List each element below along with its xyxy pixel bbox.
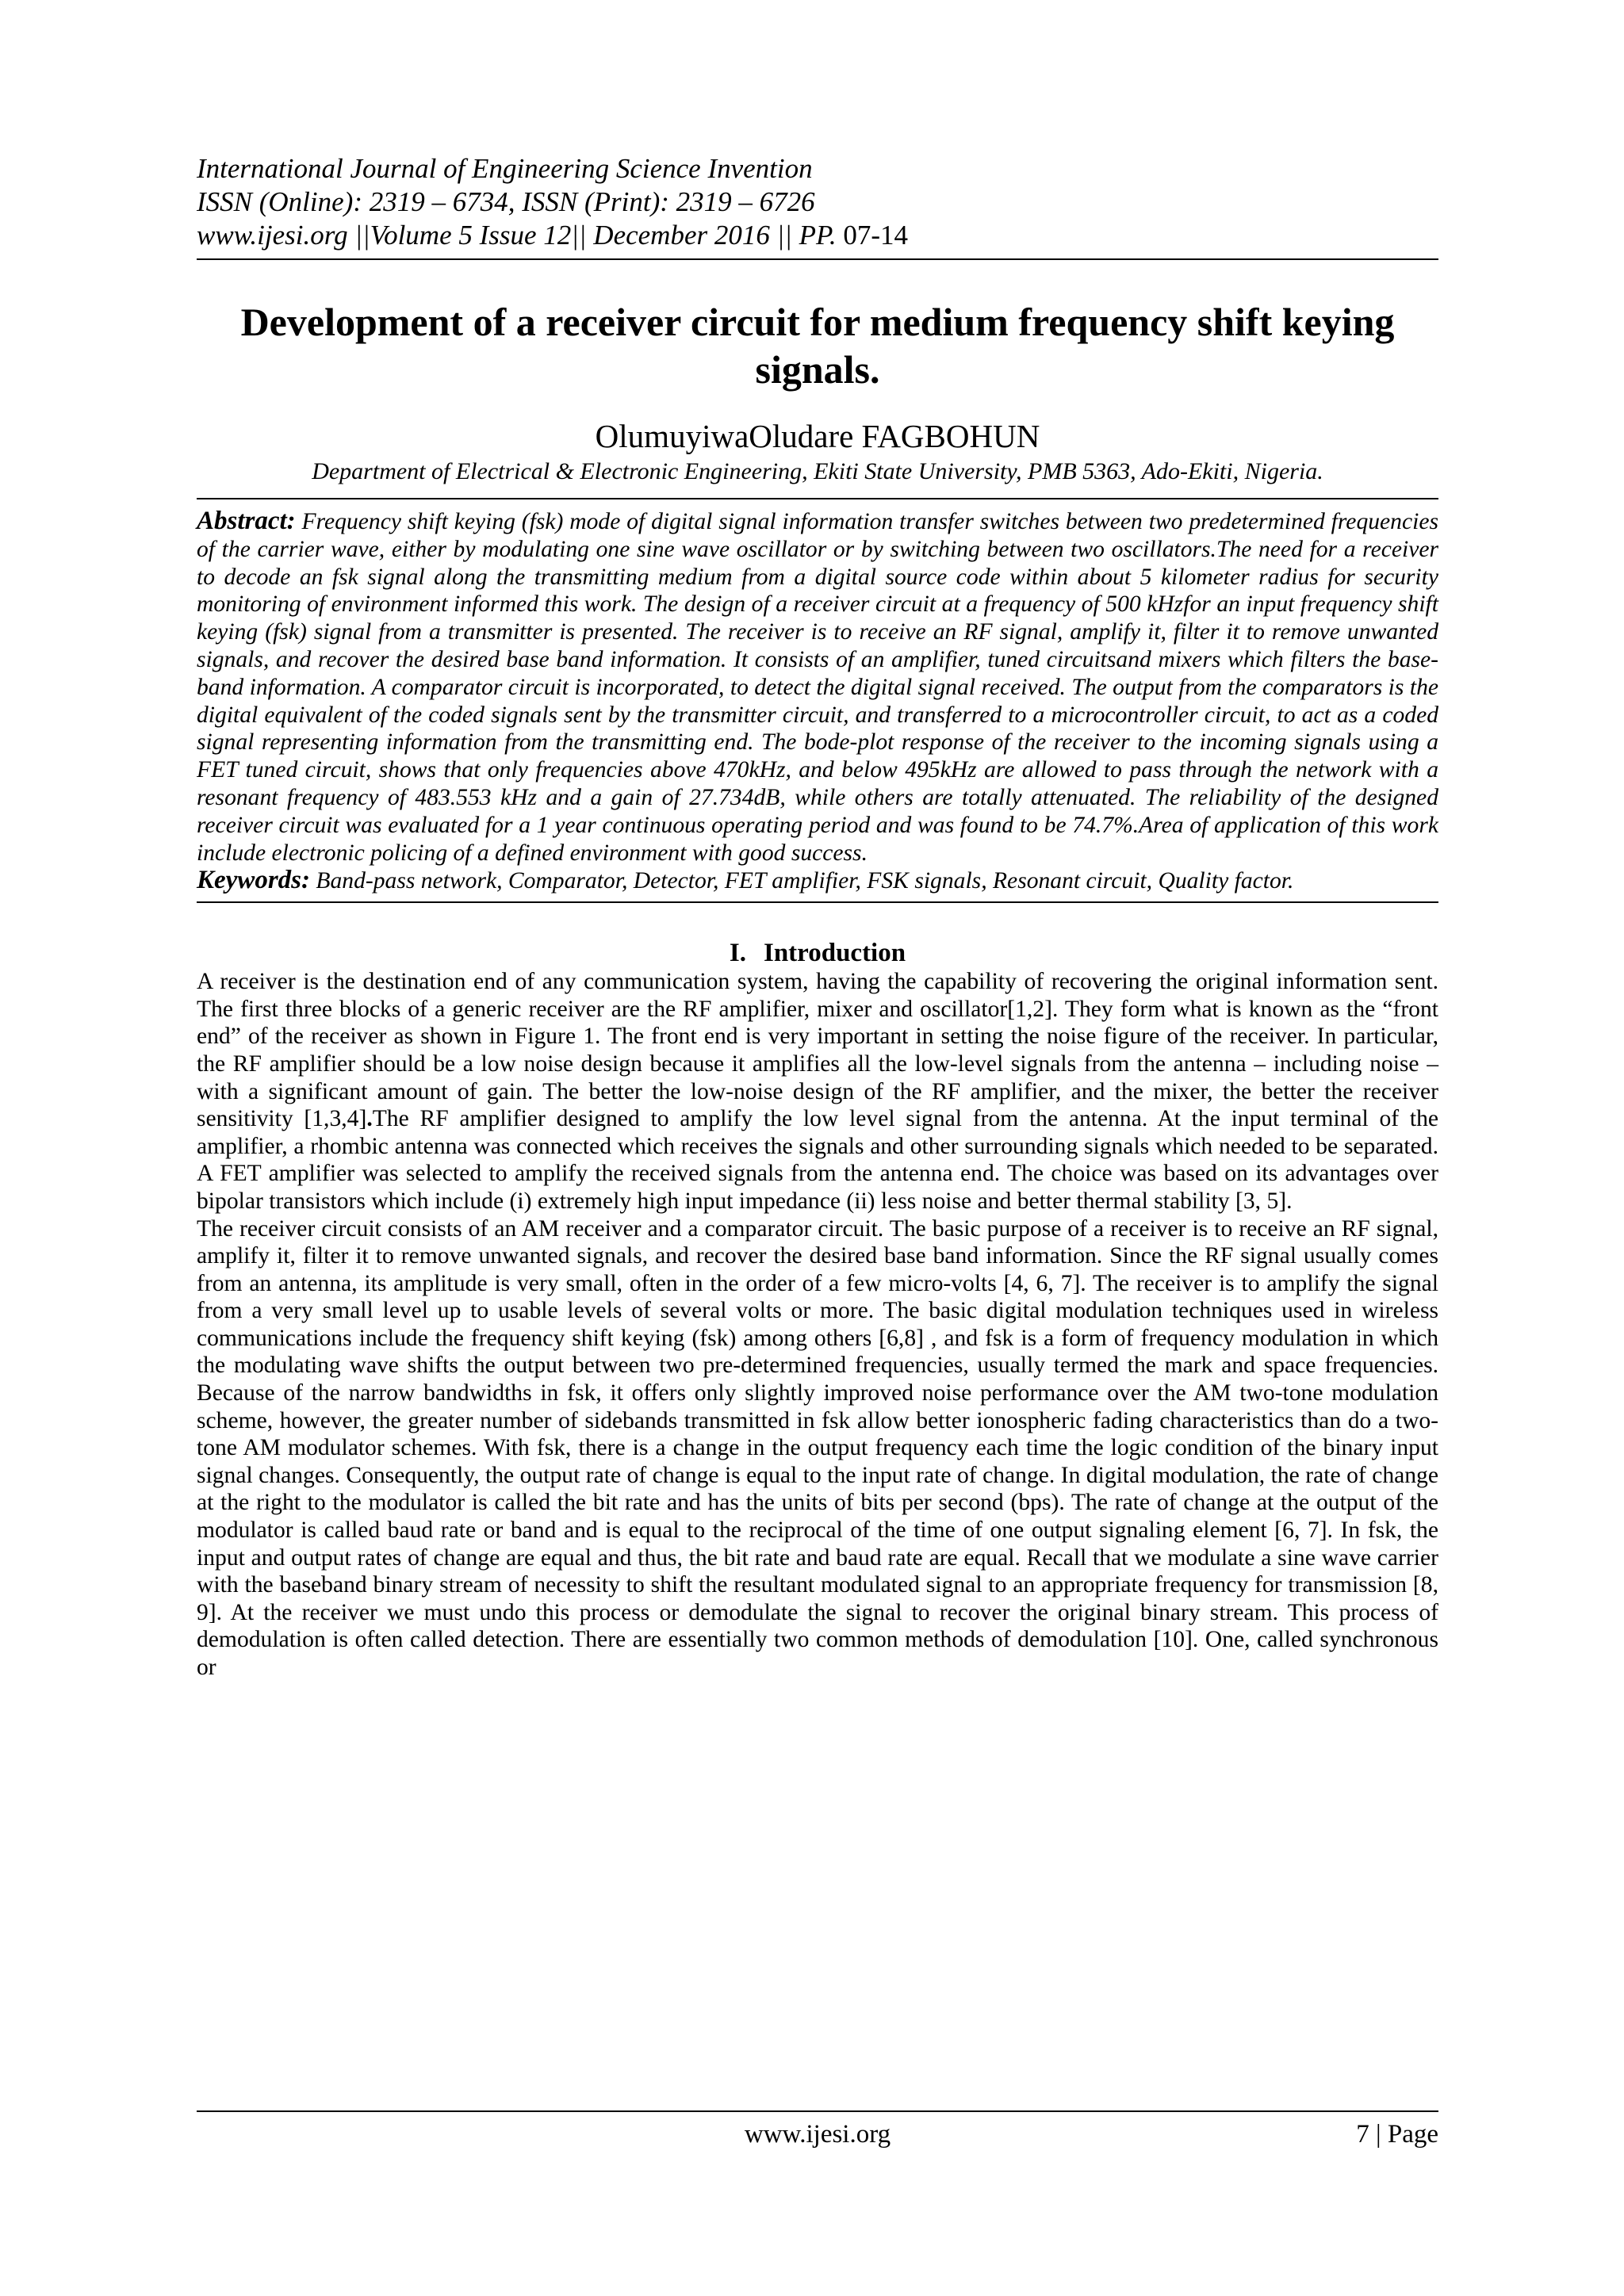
- paper-page: [197, 152, 1438, 2245]
- header-divider: [197, 258, 1438, 260]
- journal-name: International Journal of Engineering Science Invention: [197, 153, 813, 184]
- journal-issn: ISSN (Online): 2319 – 6734, ISSN (Print): 2319 – 6726: [197, 186, 815, 217]
- section-heading-introduction: [197, 938, 1438, 968]
- footer-divider: [197, 2110, 1438, 2112]
- footer-site: www.ijesi.org: [744, 2120, 891, 2149]
- abstract-bottom-divider: [197, 901, 1438, 903]
- intro-p1-part1: A receiver is the destination end of any communication system, having the capability of recovering the original information sent. The first three blocks of a generic receiver are the RF amplifier, mixer and oscillator[1,2]. They form what is known as the “front end” of the receiver as shown in Figure 1. The front end is very important in setting the noise figure of the receiver. In particular, the RF amplifier should be a low noise design because it amplifies all the low-level signals from the antenna – including noise – with a significant amount of gain. The better the low-noise design of the RF amplifier, and the mixer, the better the receiver sensitivity [1,3,4]: [197, 969, 1438, 1132]
- abstract-text: Frequency shift keying (fsk) mode of digital signal information transfer switches between two predetermined frequencies of the carrier wave, either by modulating one sine wave oscillator or by switching between two oscillators.The need for a receiver to decode an fsk signal along the transmitting medium from a digital source code within about 5 kilometer radius for security monitoring of environment informed this work. The design of a receiver circuit at a frequency of 500 kHzfor an input frequency shift keying (fsk) signal from a transmitter is presented. The receiver is to receive an RF signal, amplify it, filter it to remove unwanted signals, and recover the desired base band information. It consists of an amplifier, tuned circuitsand mixers which filters the base-band information. A comparator circuit is incorporated, to detect the digital signal received. The output from the comparators is the digital equivalent of the coded signals sent by the transmitter circuit, and transferred to a microcontroller circuit, to act as a coded signal representing information from the transmitting end. The bode-plot response of the receiver to the incoming signals using a FET tuned circuit, shows that only frequencies above 470kHz, and below 495kHz are allowed to pass through the network with a resonant frequency of 483.553 kHz and a gain of 27.734dB, while others are totally attenuated. The reliability of the designed receiver circuit was evaluated for a 1 year continuous operating period and was found to be 74.7%.Area of application of this work include electronic policing of a defined environment with good success.: [197, 509, 1438, 866]
- intro-paragraph-1: [197, 968, 1438, 1215]
- paper-title: Development of a receiver circuit for medium frequency shift keying signals.: [240, 300, 1395, 392]
- section-number: I.: [729, 939, 746, 968]
- footer-page-number: 7 | Page: [1356, 2120, 1438, 2149]
- journal-volume: www.ijesi.org ||Volume 5 Issue 12|| December 2016 || PP.: [197, 220, 837, 251]
- journal-header: [197, 152, 1438, 252]
- author-affiliation: Department of Electrical & Electronic Engineering, Ekiti State University, PMB 5363, Ado-Ekiti, Nigeria.: [312, 458, 1323, 484]
- intro-p1-part2: The RF amplifier designed to amplify the low level signal from the antenna. At the input terminal of the amplifier, a rhombic antenna was connected which receives the signals and other surrounding signals which needed to be separated. A FET amplifier was selected to amplify the received signals from the antenna end. The choice was based on its advantages over bipolar transistors which include (i) extremely high input impedance (ii) less noise and better thermal stability [3, 5].: [197, 1106, 1439, 1214]
- intro-paragraph-2: The receiver circuit consists of an AM receiver and a comparator circuit. The basic purpose of a receiver is to receive an RF signal, amplify it, filter it to remove unwanted signals, and recover the desired base band information. Since the RF signal usually comes from an antenna, its amplitude is very small, often in the order of a few micro-volts [4, 6, 7]. The receiver is to amplify the signal from a very small level up to usable levels of several volts or more. The basic digital modulation techniques used in wireless communications include the frequency shift keying (fsk) among others [6,8] , and fsk is a form of frequency modulation in which the modulating wave shifts the output between two pre-determined frequencies, usually termed the mark and space frequencies. Because of the narrow bandwidths in fsk, it offers only slightly improved noise performance over the AM two-tone modulation scheme, however, the greater number of sidebands transmitted in fsk allow better ionospheric fading characteristics than do a two-tone AM modulator schemes. With fsk, there is a change in the output frequency each time the logic condition of the binary input signal changes. Consequently, the output rate of change is equal to the input rate of change. In digital modulation, the rate of change at the right to the modulator is called the bit rate and has the units of bits per second (bps). The rate of change at the output of the modulator is called baud rate or band and is equal to the reciprocal of the time of one output signaling element [6, 7]. In fsk, the input and output rates of change are equal and thus, the bit rate and baud rate are equal. Recall that we modulate a sine wave carrier with the baseband binary stream of necessity to shift the resultant modulated signal to an appropriate frequency for transmission [8, 9]. At the receiver we must undo this process or demodulate the signal to recover the original binary stream. This process of demodulation is often called detection. There are essentially two common methods of demodulation [10]. One, called synchronous or: [197, 1215, 1438, 1680]
- abstract-top-divider: [197, 498, 1438, 499]
- abstract: [197, 507, 1438, 867]
- keywords-label: Keywords:: [197, 866, 310, 895]
- author-name: OlumuyiwaOludare FAGBOHUN: [595, 418, 1040, 454]
- journal-pages: 07-14: [843, 220, 908, 251]
- section-title: Introduction: [763, 939, 906, 968]
- keywords: [197, 867, 1438, 895]
- intro-p1-bold-period: .: [366, 1106, 373, 1132]
- journal-volume-line: [197, 219, 1438, 252]
- abstract-label: Abstract:: [197, 507, 296, 535]
- keywords-text: Band-pass network, Comparator, Detector, FET amplifier, FSK signals, Resonant circuit, Quality factor.: [316, 868, 1294, 894]
